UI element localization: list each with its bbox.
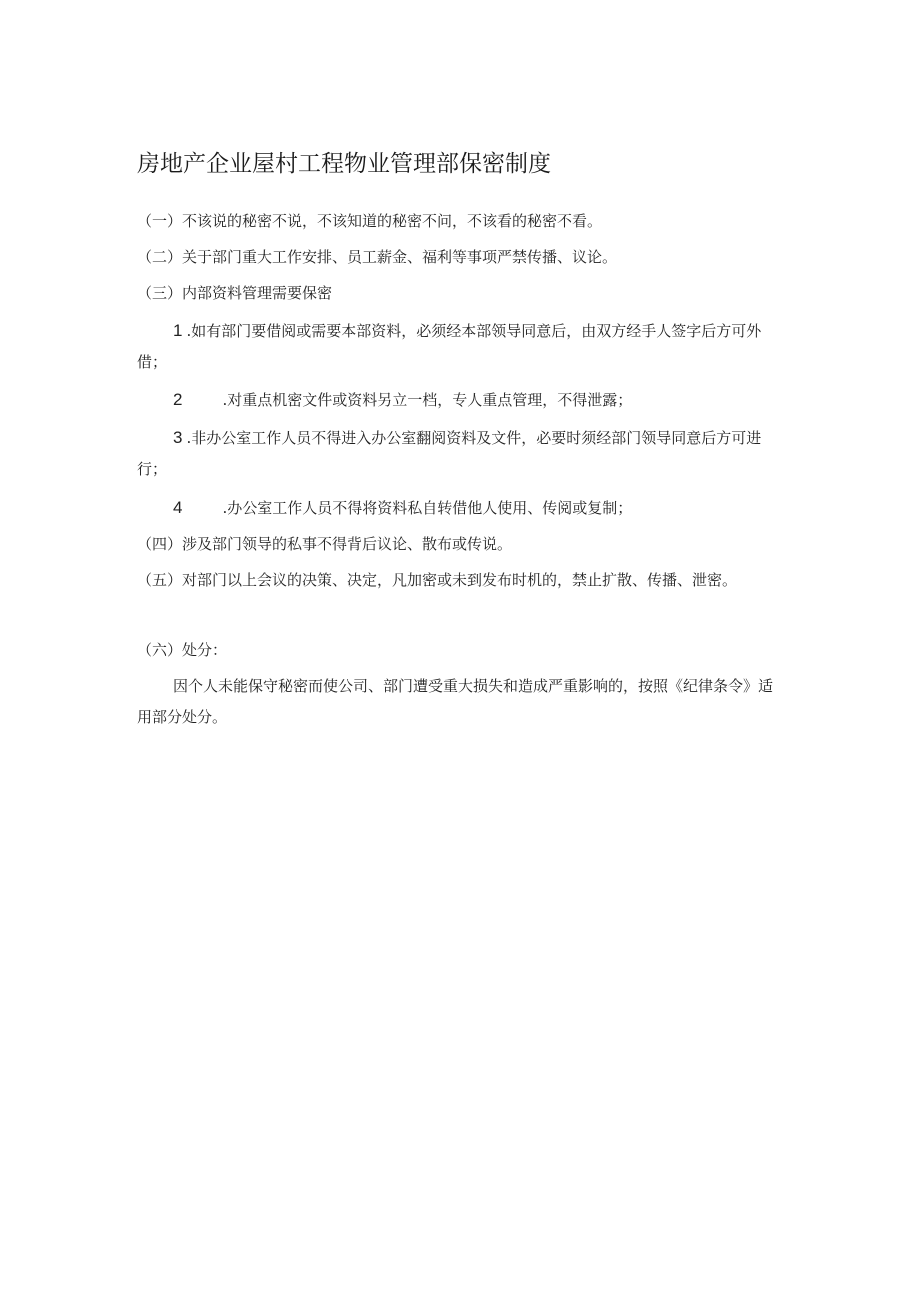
list-item-4: [137, 492, 787, 524]
list-item-2: [137, 384, 787, 416]
paragraph-2: （二）关于部门重大工作安排、员工薪金、福利等事项严禁传播、议论。: [137, 248, 618, 266]
list-item-1-text: .如有部门要借阅或需要本部资料，必须经本部领导同意后，由双方经手人签字后方可外借；: [137, 322, 762, 371]
paragraph-7: 因个人未能保守秘密而使公司、部门遭受重大损失和造成严重影响的，按照《纪律条令》适用部分处分。: [137, 677, 774, 726]
paragraph-5: （五）对部门以上会议的决策、决定，凡加密或未到发布时机的，禁止扩散、传播、泄密。: [137, 571, 738, 589]
list-item-3-text: .非办公室工作人员不得进入办公室翻阅资料及文件，必要时须经部门领导同意后方可进行；: [137, 429, 762, 478]
paragraph-6: （六）处分：: [137, 641, 228, 659]
list-item-1-number: 1: [173, 321, 183, 340]
list-item-1: [137, 315, 787, 378]
document-title: 房地产企业屋村工程物业管理部保密制度: [137, 151, 551, 177]
list-item-4-text: .办公室工作人员不得将资料私自转借他人使用、传阅或复制；: [222, 499, 633, 517]
list-item-3-number: 3: [173, 428, 183, 447]
list-item-2-text: .对重点机密文件或资料另立一档，专人重点管理，不得泄露；: [222, 391, 633, 409]
list-item-3: [137, 422, 787, 485]
paragraph-4: （四）涉及部门领导的私事不得背后议论、散布或传说。: [137, 535, 513, 553]
paragraph-1: （一）不该说的秘密不说，不该知道的秘密不问，不该看的秘密不看。: [137, 212, 603, 230]
paragraph-3: （三）内部资料管理需要保密: [137, 284, 333, 302]
list-item-4-number: 4: [173, 498, 183, 517]
list-item-2-number: 2: [173, 390, 183, 409]
